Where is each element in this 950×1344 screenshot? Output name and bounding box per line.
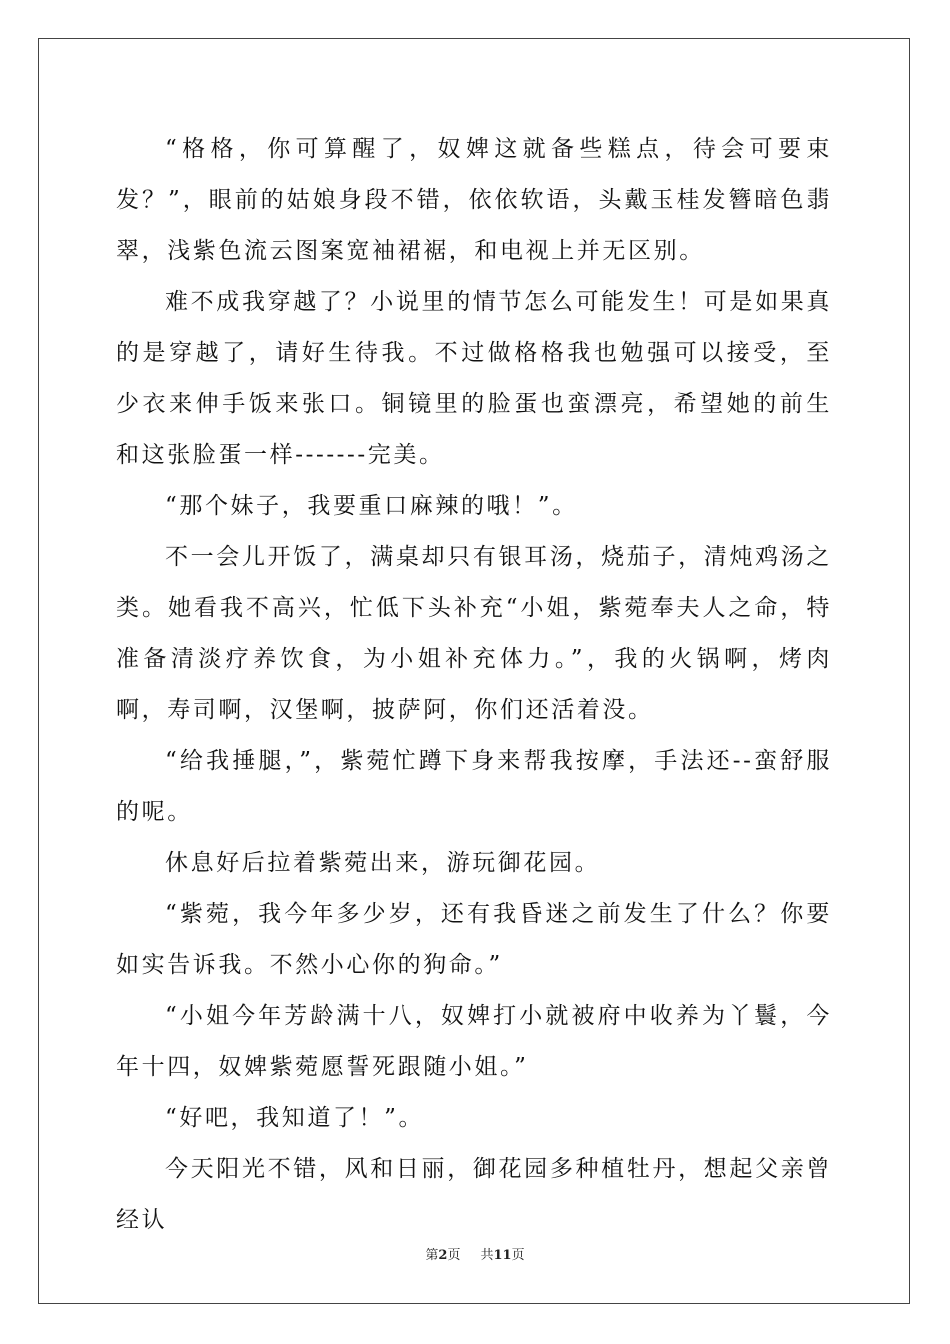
page-footer bbox=[0, 1248, 950, 1264]
paragraph: “紫菀，我今年多少岁，还有我昏迷之前发生了什么？你要如实告诉我。不然小心你的狗命。” bbox=[116, 901, 832, 978]
paragraph: 今天阳光不错，风和日丽，御花园多种植牡丹，想起父亲曾经认 bbox=[116, 1156, 832, 1233]
paragraph: 休息好后拉着紫菀出来，游玩御花园。 bbox=[165, 850, 601, 876]
paragraph: 难不成我穿越了？小说里的情节怎么可能发生！可是如果真的是穿越了，请好生待我。不过做格格我也勉强可以接受，至少衣来伸手饭来张口。铜镜里的脸蛋也蛮漂亮，希望她的前生和这张脸蛋一样-------完美。 bbox=[116, 289, 832, 468]
paragraph: “格格，你可算醒了，奴婢这就备些糕点，待会可要束发？”，眼前的姑娘身段不错，依依软语，头戴玉桂发簪暗色翡翠，浅紫色流云图案宽袖裙裾，和电视上并无区别。 bbox=[116, 136, 832, 264]
paragraph: “好吧，我知道了！”。 bbox=[165, 1105, 425, 1131]
paragraph: 不一会儿开饭了，满桌却只有银耳汤，烧茄子，清炖鸡汤之类。她看我不高兴，忙低下头补充“小姐，紫菀奉夫人之命，特准备清淡疗养饮食，为小姐补充体力。”，我的火锅啊，烤肉啊，寿司啊，汉堡啊，披萨阿，你们还活着没。 bbox=[116, 544, 832, 723]
page-number: 第2页 bbox=[425, 1248, 461, 1263]
paragraph: “小姐今年芳龄满十八，奴婢打小就被府中收养为丫鬟，今年十四，奴婢紫菀愿誓死跟随小姐。” bbox=[116, 1003, 832, 1080]
paragraph: “给我捶腿，”，紫菀忙蹲下身来帮我按摩，手法还--蛮舒服的呢。 bbox=[116, 748, 832, 825]
paragraph: “那个妹子，我要重口麻辣的哦！”。 bbox=[165, 493, 578, 519]
total-pages: 共11页 bbox=[480, 1248, 525, 1263]
document-body bbox=[116, 124, 832, 1246]
